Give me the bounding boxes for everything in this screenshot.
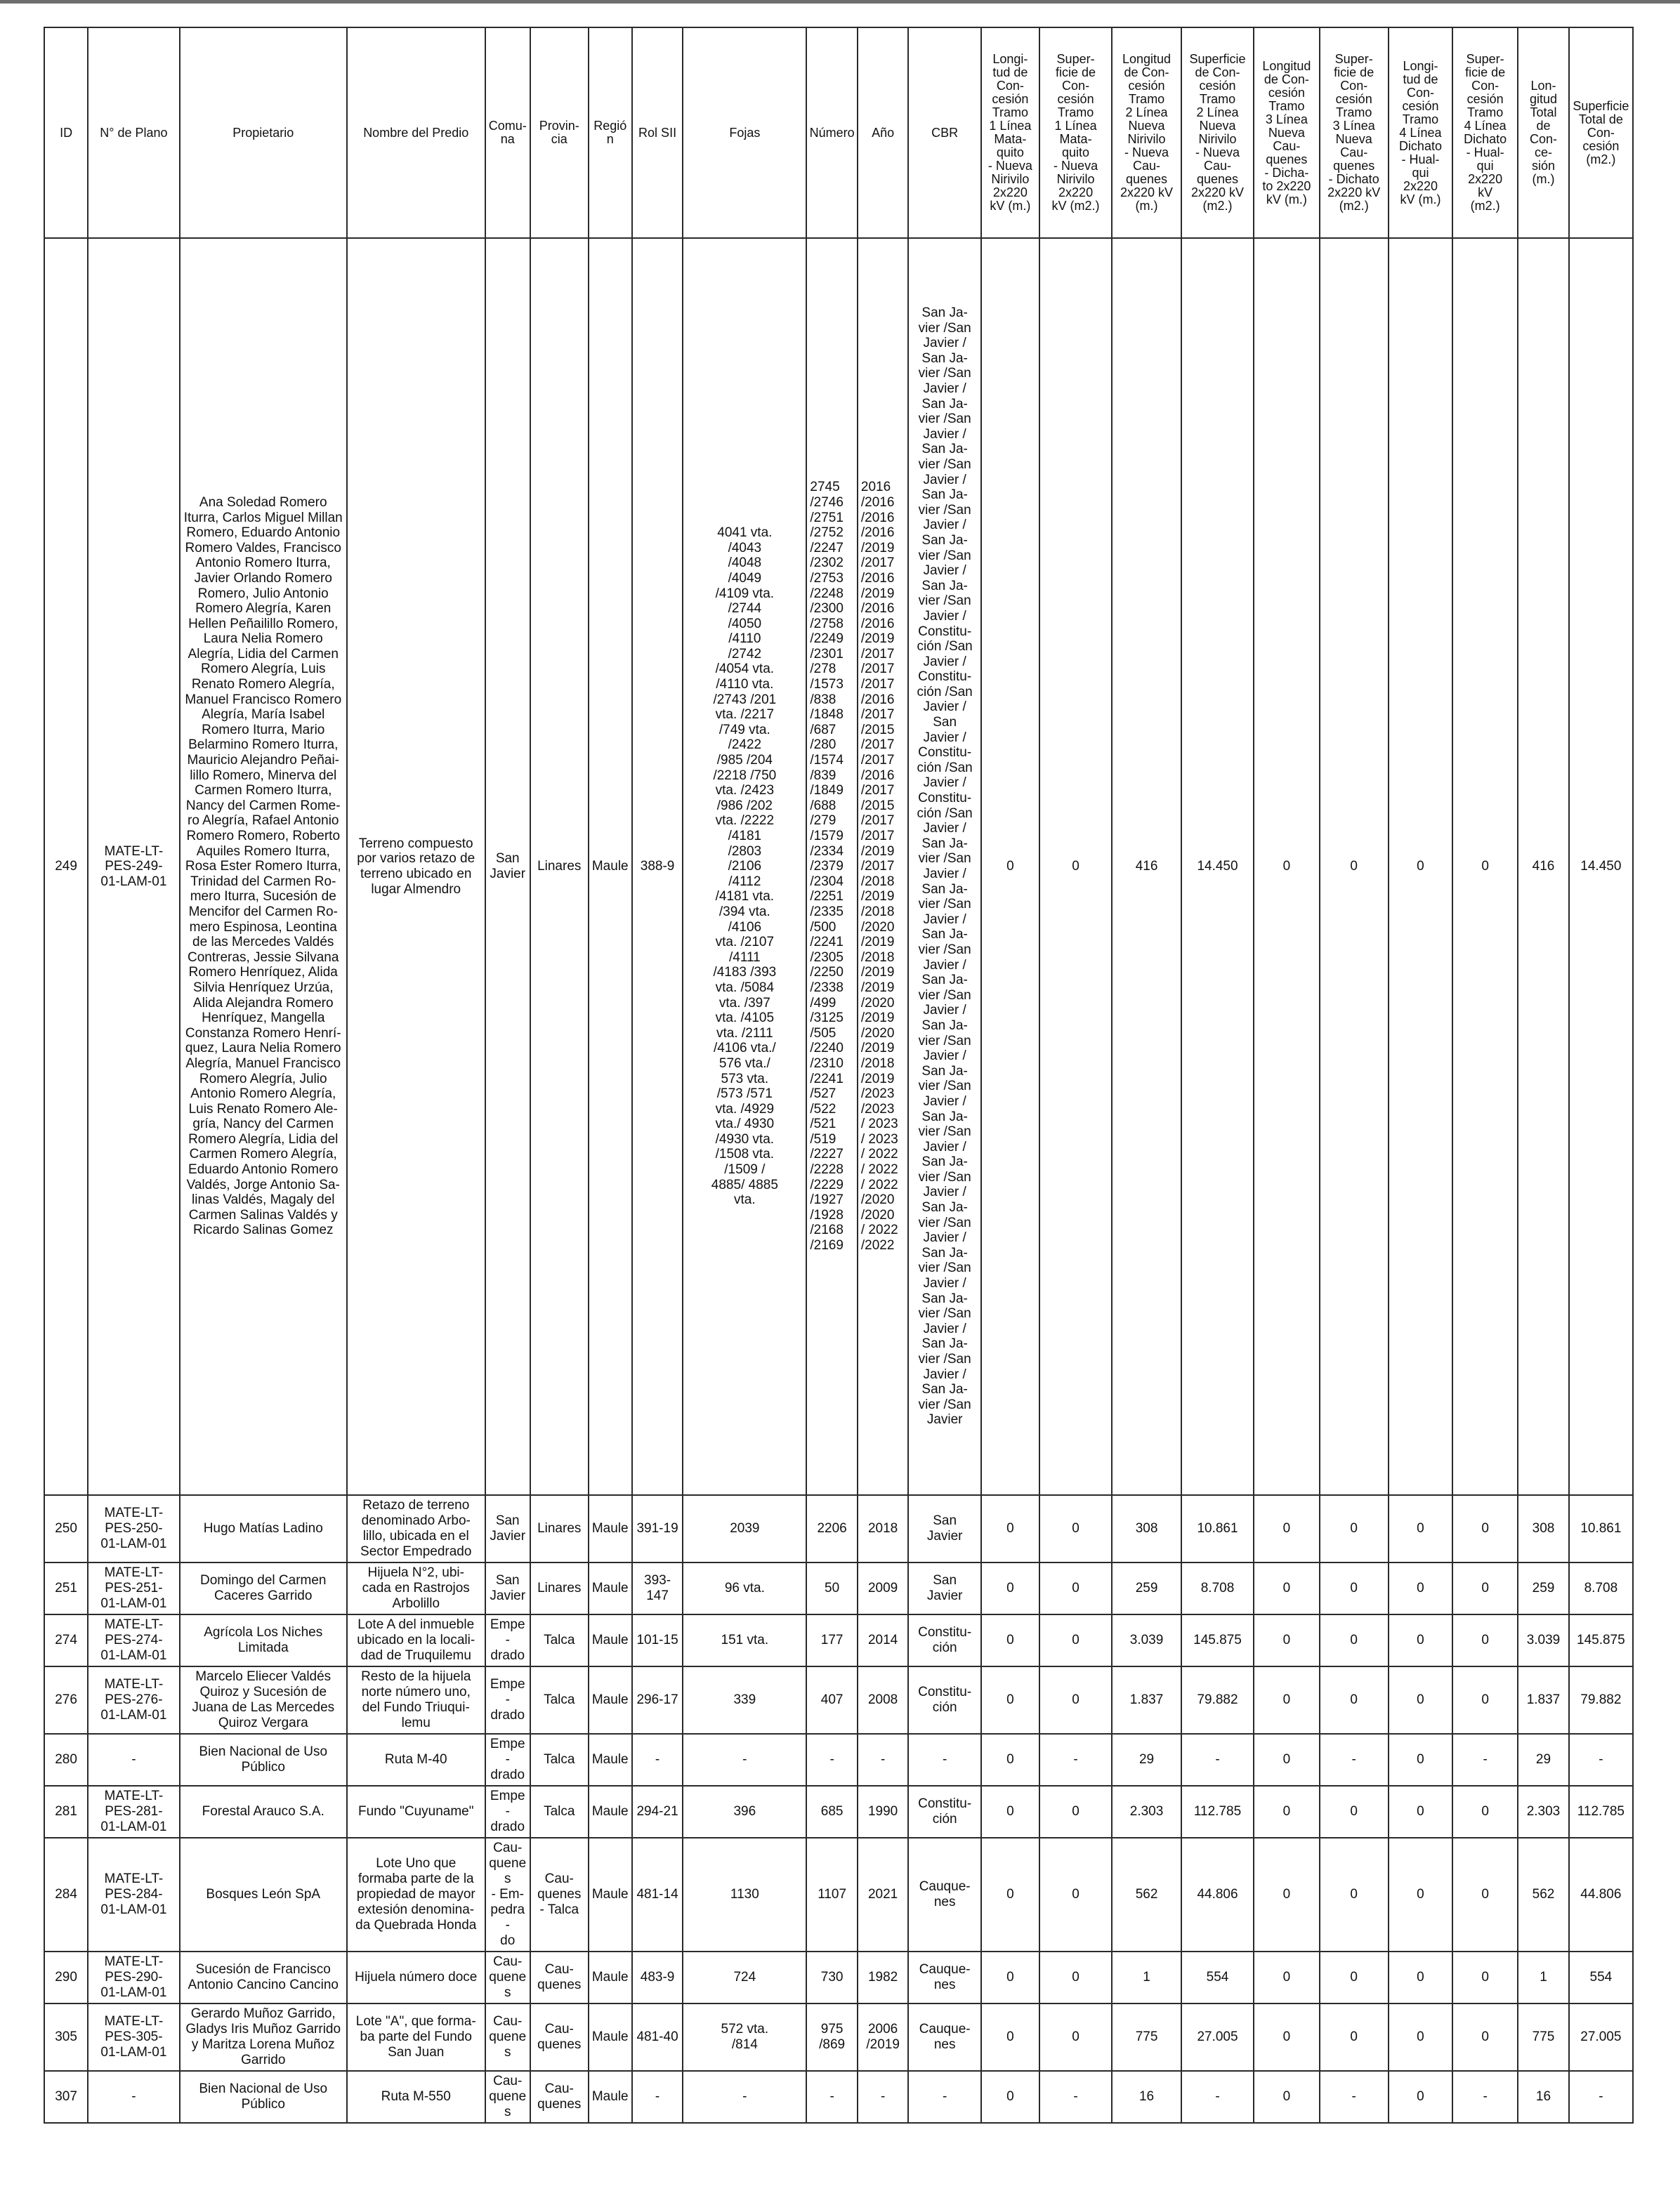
cell-rol: 481-14 xyxy=(632,1838,683,1952)
top-rule xyxy=(0,0,1680,4)
cell-anio: 2018 xyxy=(858,1495,909,1562)
cell-tramo2-superficie: 27.005 xyxy=(1181,2004,1254,2071)
cell-anio: 2008 xyxy=(858,1666,909,1734)
cell-provincia: Talca xyxy=(530,1734,589,1786)
cell-tramo4-superficie: - xyxy=(1452,1734,1518,1786)
header-comuna: Comu- na xyxy=(485,27,530,238)
cell-tramo2-longitud: 259 xyxy=(1112,1562,1181,1614)
header-cbr: CBR xyxy=(908,27,981,238)
cell-tramo2-superficie: 79.882 xyxy=(1181,1666,1254,1734)
header-tramo3-superficie: Super- ficie de Con- cesión Tramo 3 Línea Nueva Cau- quenes - Dichato 2x220 kV (m2.) xyxy=(1320,27,1389,238)
cell-tramo4-superficie: 0 xyxy=(1452,1614,1518,1666)
cell-tramo3-longitud: 0 xyxy=(1254,1838,1319,1952)
cell-cbr: Constitu- ción xyxy=(908,1786,981,1838)
cell-id: 305 xyxy=(44,2004,88,2071)
cell-id: 249 xyxy=(44,238,88,1495)
cell-tramo1-longitud: 0 xyxy=(981,1838,1039,1952)
cell-provincia: Cau- quenes xyxy=(530,1952,589,2004)
cell-propietario: Forestal Arauco S.A. xyxy=(180,1786,347,1838)
cell-tramo4-longitud: 0 xyxy=(1389,1952,1452,2004)
cell-numero: 407 xyxy=(806,1666,858,1734)
cell-fojas: 572 vta. /814 xyxy=(683,2004,806,2071)
cell-tramo1-longitud: 0 xyxy=(981,238,1039,1495)
cell-tramo3-longitud: 0 xyxy=(1254,238,1319,1495)
cell-comuna: Cau- quenes xyxy=(485,2004,530,2071)
cell-tramo3-superficie: 0 xyxy=(1320,1952,1389,2004)
cell-longitud-total: 2.303 xyxy=(1518,1786,1569,1838)
header-longitud-total: Lon- gitud Total de Con- ce- sión (m.) xyxy=(1518,27,1569,238)
header-tramo4-superficie: Super- ficie de Con- cesión Tramo 4 Línea Dichato - Hual- qui 2x220 kV (m2.) xyxy=(1452,27,1518,238)
cell-cbr: Constitu- ción xyxy=(908,1666,981,1734)
cell-tramo4-longitud: 0 xyxy=(1389,1495,1452,1562)
cell-numero: 685 xyxy=(806,1786,858,1838)
cell-plano: MATE-LT- PES-251- 01-LAM-01 xyxy=(88,1562,180,1614)
cell-tramo1-superficie: 0 xyxy=(1039,2004,1113,2071)
cell-tramo4-superficie: 0 xyxy=(1452,1666,1518,1734)
cell-propietario: Bien Nacional de Uso Público xyxy=(180,2071,347,2123)
cell-region: Maule xyxy=(589,1734,632,1786)
cell-provincia: Cau- quenes xyxy=(530,2071,589,2123)
cell-superficie-total: 27.005 xyxy=(1569,2004,1633,2071)
cell-tramo4-longitud: 0 xyxy=(1389,1786,1452,1838)
cell-comuna: Cau- quenes - Em- pedra- do xyxy=(485,1838,530,1952)
cell-superficie-total: 112.785 xyxy=(1569,1786,1633,1838)
cell-tramo2-superficie: 44.806 xyxy=(1181,1838,1254,1952)
cell-tramo1-longitud: 0 xyxy=(981,1734,1039,1786)
cell-id: 280 xyxy=(44,1734,88,1786)
cell-comuna: Cau- quenes xyxy=(485,1952,530,2004)
cell-rol: 294-21 xyxy=(632,1786,683,1838)
cell-plano: MATE-LT- PES-274- 01-LAM-01 xyxy=(88,1614,180,1666)
cell-tramo2-longitud: 1 xyxy=(1112,1952,1181,2004)
cell-rol: 101-15 xyxy=(632,1614,683,1666)
cell-comuna: Empe- drado xyxy=(485,1734,530,1786)
cell-fojas: 151 vta. xyxy=(683,1614,806,1666)
cell-rol: 388-9 xyxy=(632,238,683,1495)
cell-numero: 1107 xyxy=(806,1838,858,1952)
table-row xyxy=(44,1952,1633,2004)
cell-provincia: Linares xyxy=(530,1562,589,1614)
cell-tramo1-longitud: 0 xyxy=(981,1614,1039,1666)
cell-propietario: Bien Nacional de Uso Público xyxy=(180,1734,347,1786)
table-row xyxy=(44,1562,1633,1614)
cell-tramo1-superficie: 0 xyxy=(1039,1786,1113,1838)
cell-tramo4-longitud: 0 xyxy=(1389,1562,1452,1614)
cell-longitud-total: 308 xyxy=(1518,1495,1569,1562)
cell-tramo1-superficie: 0 xyxy=(1039,1495,1113,1562)
cell-tramo1-superficie: - xyxy=(1039,2071,1113,2123)
cell-tramo3-superficie: 0 xyxy=(1320,1838,1389,1952)
header-plano: N° de Plano xyxy=(88,27,180,238)
table-row xyxy=(44,1838,1633,1952)
cell-superficie-total: 14.450 xyxy=(1569,238,1633,1495)
cell-cbr: San Ja- vier /San Javier / San Ja- vier /San Javier / San Ja- vier /San Javier / San Ja- vier /San Javier / San Ja- vier /San Javier / San Ja- vier /San Javier / San Ja- vier /San Javier / Constitu- ción /San Javier / Constitu- ción /San Javier / San Javier / Constitu- ción /San Javier / Constitu- ción /San Javier / San Ja- vier /San Javier / San Ja- vier /San Javier / San Ja- vier /San Javier / San Ja- vier /San Javier / San Ja- vier /San Javier / San Ja- vier /San Javier / San Ja- vier /San Javier / San Ja- vier /San Javier / San Ja- vier /San Javier / San Ja- vier /San Javier / San Ja- vier /San Javier / San Ja- vier /San Javier / San Ja- vier /San Javier xyxy=(908,238,981,1495)
cell-region: Maule xyxy=(589,2004,632,2071)
cell-plano: MATE-LT- PES-276- 01-LAM-01 xyxy=(88,1666,180,1734)
cell-tramo4-longitud: 0 xyxy=(1389,1666,1452,1734)
cell-tramo4-superficie: - xyxy=(1452,2071,1518,2123)
cell-superficie-total: 145.875 xyxy=(1569,1614,1633,1666)
cell-tramo4-superficie: 0 xyxy=(1452,1786,1518,1838)
cell-superficie-total: 554 xyxy=(1569,1952,1633,2004)
cell-longitud-total: 16 xyxy=(1518,2071,1569,2123)
cell-tramo1-longitud: 0 xyxy=(981,1666,1039,1734)
cell-fojas: 724 xyxy=(683,1952,806,2004)
cell-longitud-total: 259 xyxy=(1518,1562,1569,1614)
cell-tramo1-longitud: 0 xyxy=(981,2071,1039,2123)
cell-propietario: Agrícola Los Niches Limitada xyxy=(180,1614,347,1666)
cell-region: Maule xyxy=(589,1614,632,1666)
cell-rol: 481-40 xyxy=(632,2004,683,2071)
cell-anio: 1982 xyxy=(858,1952,909,2004)
cell-fojas: 339 xyxy=(683,1666,806,1734)
cell-tramo1-superficie: 0 xyxy=(1039,1614,1113,1666)
cell-numero: 730 xyxy=(806,1952,858,2004)
table-row xyxy=(44,1614,1633,1666)
cell-longitud-total: 775 xyxy=(1518,2004,1569,2071)
cell-numero: - xyxy=(806,1734,858,1786)
cell-tramo1-superficie: 0 xyxy=(1039,1838,1113,1952)
header-propietario: Propietario xyxy=(180,27,347,238)
cell-anio: 2014 xyxy=(858,1614,909,1666)
cell-predio: Hijuela número doce xyxy=(347,1952,485,2004)
cell-longitud-total: 416 xyxy=(1518,238,1569,1495)
cell-comuna: Cau- quenes xyxy=(485,2071,530,2123)
cell-tramo1-superficie: - xyxy=(1039,1734,1113,1786)
cell-superficie-total: 8.708 xyxy=(1569,1562,1633,1614)
cell-propietario: Gerardo Muñoz Garrido, Gladys Iris Muñoz Garrido y Maritza Lorena Muñoz Garrido xyxy=(180,2004,347,2071)
cell-tramo3-longitud: 0 xyxy=(1254,1786,1319,1838)
cell-tramo1-longitud: 0 xyxy=(981,1562,1039,1614)
cell-region: Maule xyxy=(589,238,632,1495)
cell-provincia: Linares xyxy=(530,1495,589,1562)
cell-id: 281 xyxy=(44,1786,88,1838)
header-tramo1-superficie: Super- ficie de Con- cesión Tramo 1 Línea Mata- quito - Nueva Nirivilo 2x220 kV (m2.) xyxy=(1039,27,1113,238)
cell-predio: Ruta M-550 xyxy=(347,2071,485,2123)
cell-tramo3-superficie: 0 xyxy=(1320,1786,1389,1838)
concession-table xyxy=(44,27,1634,2124)
cell-anio: 2021 xyxy=(858,1838,909,1952)
cell-provincia: Cau- quenes - Talca xyxy=(530,1838,589,1952)
cell-predio: Resto de la hijuela norte número uno, del Fundo Triuqui- lemu xyxy=(347,1666,485,1734)
cell-tramo2-longitud: 16 xyxy=(1112,2071,1181,2123)
cell-id: 290 xyxy=(44,1952,88,2004)
header-tramo1-longitud: Longi- tud de Con- cesión Tramo 1 Línea Mata- quito - Nueva Nirivilo 2x220 kV (m.) xyxy=(981,27,1039,238)
cell-tramo2-superficie: - xyxy=(1181,1734,1254,1786)
cell-comuna: Empe- drado xyxy=(485,1786,530,1838)
cell-propietario: Ana Soledad Romero Iturra, Carlos Miguel Millan Romero, Eduardo Antonio Romero Valdes, Francisco Antonio Romero Iturra, Javier Orlando Romero Romero, Julio Antonio Romero Alegría, Karen Hellen Peñailillo Romero, Laura Nelia Romero Alegría, Lidia del Carmen Romero Alegría, Luis Renato Romero Alegría, Manuel Francisco Romero Alegría, María Isabel Romero Iturra, Mario Belarmino Romero Iturra, Mauricio Alejandro Peñai- lillo Romero, Minerva del Carmen Romero Iturra, Nancy del Carmen Rome- ro Alegría, Rafael Antonio Romero Romero, Roberto Aquiles Romero Iturra, Rosa Ester Romero Iturra, Trinidad del Carmen Ro- mero Iturra, Sucesión de Mencifor del Carmen Ro- mero Espinosa, Leontina de las Mercedes Valdés Contreras, Jessie Silvana Romero Henríquez, Alida Silvia Henríquez Urzúa, Alida Alejandra Romero Henríquez, Mangella Constanza Romero Henrí- quez, Laura Nelia Romero Alegría, Manuel Francisco Romero Alegría, Julio Antonio Romero Alegría, Luis Renato Romero Ale- gría, Nancy del Carmen Romero Alegría, Lidia del Carmen Romero Alegría, Eduardo Antonio Romero Valdés, Jorge Antonio Sa- linas Valdés, Magaly del Carmen Salinas Valdés y Ricardo Salinas Gomez xyxy=(180,238,347,1495)
cell-tramo4-superficie: 0 xyxy=(1452,1952,1518,2004)
cell-fojas: 4041 vta. /4043 /4048 /4049 /4109 vta. /2744 /4050 /4110 /2742 /4054 vta. /4110 vta. /2743 /201 vta. /2217 /749 vta. /2422 /985 /204 /2218 /750 vta. /2423 /986 /202 vta. /2222 /4181 /2803 /2106 /4112 /4181 vta. /394 vta. /4106 vta. /2107 /4111 /4183 /393 vta. /5084 vta. /397 vta. /4105 vta. /2111 /4106 vta./ 576 vta./ 573 vta. /573 /571 vta. /4929 vta./ 4930 /4930 vta. /1508 vta. /1509 / 4885/ 4885 vta. xyxy=(683,238,806,1495)
header-tramo2-superficie: Superficie de Con- cesión Tramo 2 Línea Nueva Nirivilo - Nueva Cau- quenes 2x220 kV (m2.) xyxy=(1181,27,1254,238)
cell-predio: Lote A del inmueble ubicado en la locali- dad de Truquilemu xyxy=(347,1614,485,1666)
header-anio: Año xyxy=(858,27,909,238)
cell-region: Maule xyxy=(589,1952,632,2004)
cell-tramo2-longitud: 416 xyxy=(1112,238,1181,1495)
cell-cbr: Cauque- nes xyxy=(908,2004,981,2071)
cell-plano: MATE-LT- PES-281- 01-LAM-01 xyxy=(88,1786,180,1838)
cell-region: Maule xyxy=(589,1666,632,1734)
cell-plano: MATE-LT- PES-305- 01-LAM-01 xyxy=(88,2004,180,2071)
cell-propietario: Marcelo Eliecer Valdés Quiroz y Sucesión de Juana de Las Mercedes Quiroz Vergara xyxy=(180,1666,347,1734)
cell-numero: 2206 xyxy=(806,1495,858,1562)
cell-cbr: San Javier xyxy=(908,1495,981,1562)
cell-cbr: Constitu- ción xyxy=(908,1614,981,1666)
header-id: ID xyxy=(44,27,88,238)
cell-tramo2-superficie: 14.450 xyxy=(1181,238,1254,1495)
cell-fojas: 96 vta. xyxy=(683,1562,806,1614)
cell-tramo2-superficie: 8.708 xyxy=(1181,1562,1254,1614)
cell-id: 250 xyxy=(44,1495,88,1562)
cell-propietario: Domingo del Carmen Caceres Garrido xyxy=(180,1562,347,1614)
cell-tramo2-longitud: 1.837 xyxy=(1112,1666,1181,1734)
cell-tramo2-superficie: - xyxy=(1181,2071,1254,2123)
cell-predio: Ruta M-40 xyxy=(347,1734,485,1786)
cell-tramo3-longitud: 0 xyxy=(1254,2004,1319,2071)
cell-numero: 50 xyxy=(806,1562,858,1614)
cell-tramo3-longitud: 0 xyxy=(1254,1495,1319,1562)
cell-tramo3-superficie: - xyxy=(1320,1734,1389,1786)
cell-tramo4-superficie: 0 xyxy=(1452,238,1518,1495)
header-tramo2-longitud: Longitud de Con- cesión Tramo 2 Línea Nueva Nirivilo - Nueva Cau- quenes 2x220 kV (m.) xyxy=(1112,27,1181,238)
cell-cbr: Cauque- nes xyxy=(908,1838,981,1952)
cell-tramo1-longitud: 0 xyxy=(981,1786,1039,1838)
cell-tramo4-longitud: 0 xyxy=(1389,1734,1452,1786)
cell-propietario: Bosques León SpA xyxy=(180,1838,347,1952)
cell-longitud-total: 562 xyxy=(1518,1838,1569,1952)
cell-anio: 2009 xyxy=(858,1562,909,1614)
cell-comuna: San Javier xyxy=(485,1495,530,1562)
header-rol: Rol SII xyxy=(632,27,683,238)
cell-fojas: - xyxy=(683,2071,806,2123)
cell-plano: - xyxy=(88,1734,180,1786)
cell-region: Maule xyxy=(589,1786,632,1838)
cell-propietario: Sucesión de Francisco Antonio Cancino Cancino xyxy=(180,1952,347,2004)
cell-tramo2-superficie: 112.785 xyxy=(1181,1786,1254,1838)
cell-numero: 177 xyxy=(806,1614,858,1666)
cell-comuna: Empe- drado xyxy=(485,1666,530,1734)
cell-plano: - xyxy=(88,2071,180,2123)
header-superficie-total: Superficie Total de Con- cesión (m2.) xyxy=(1569,27,1633,238)
header-tramo3-longitud: Longitud de Con- cesión Tramo 3 Línea Nueva Cau- quenes - Dicha- to 2x220 kV (m.) xyxy=(1254,27,1319,238)
cell-numero: 2745 /2746 /2751 /2752 /2247 /2302 /2753 /2248 /2300 /2758 /2249 /2301 /278 /1573 /838 /1848 /687 /280 /1574 /839 /1849 /688 /279 /1579 /2334 /2379 /2304 /2251 /2335 /500 /2241 /2305 /2250 /2338 /499 /3125 /505 /2240 /2310 /2241 /527 /522 /521 /519 /2227 /2228 /2229 /1927 /1928 /2168 /2169 xyxy=(806,238,858,1495)
cell-tramo1-superficie: 0 xyxy=(1039,238,1113,1495)
header-tramo4-longitud: Longi- tud de Con- cesión Tramo 4 Línea Dichato - Hual- qui 2x220 kV (m.) xyxy=(1389,27,1452,238)
cell-plano: MATE-LT- PES-250- 01-LAM-01 xyxy=(88,1495,180,1562)
cell-tramo2-longitud: 3.039 xyxy=(1112,1614,1181,1666)
cell-tramo1-longitud: 0 xyxy=(981,2004,1039,2071)
cell-tramo4-longitud: 0 xyxy=(1389,1614,1452,1666)
cell-tramo1-superficie: 0 xyxy=(1039,1666,1113,1734)
header-predio: Nombre del Predio xyxy=(347,27,485,238)
table-row xyxy=(44,2004,1633,2071)
header-row xyxy=(44,27,1633,238)
cell-provincia: Linares xyxy=(530,238,589,1495)
cell-anio: 2016 /2016 /2016 /2016 /2019 /2017 /2016 /2019 /2016 /2016 /2019 /2017 /2017 /2017 /2016 /2017 /2015 /2017 /2017 /2016 /2017 /2015 /2017 /2017 /2019 /2017 /2018 /2019 /2018 /2020 /2019 /2018 /2019 /2019 /2020 /2019 /2020 /2019 /2018 /2019 /2023 /2023 / 2023 / 2023 / 2022 / 2022 / 2022 /2020 /2020 / 2022 /2022 xyxy=(858,238,909,1495)
cell-cbr: - xyxy=(908,2071,981,2123)
cell-plano: MATE-LT- PES-290- 01-LAM-01 xyxy=(88,1952,180,2004)
cell-tramo3-longitud: 0 xyxy=(1254,2071,1319,2123)
table-row xyxy=(44,1666,1633,1734)
cell-tramo2-longitud: 775 xyxy=(1112,2004,1181,2071)
cell-superficie-total: 79.882 xyxy=(1569,1666,1633,1734)
cell-tramo3-superficie: 0 xyxy=(1320,1666,1389,1734)
cell-region: Maule xyxy=(589,1838,632,1952)
cell-rol: 391-19 xyxy=(632,1495,683,1562)
cell-tramo2-longitud: 29 xyxy=(1112,1734,1181,1786)
cell-tramo2-longitud: 308 xyxy=(1112,1495,1181,1562)
cell-tramo3-superficie: 0 xyxy=(1320,1562,1389,1614)
cell-tramo2-superficie: 554 xyxy=(1181,1952,1254,2004)
cell-tramo1-superficie: 0 xyxy=(1039,1952,1113,2004)
cell-tramo4-superficie: 0 xyxy=(1452,1838,1518,1952)
cell-tramo3-superficie: 0 xyxy=(1320,1614,1389,1666)
cell-tramo1-longitud: 0 xyxy=(981,1952,1039,2004)
cell-longitud-total: 29 xyxy=(1518,1734,1569,1786)
table-row xyxy=(44,1734,1633,1786)
cell-fojas: - xyxy=(683,1734,806,1786)
cell-anio: 2006 /2019 xyxy=(858,2004,909,2071)
cell-tramo4-longitud: 0 xyxy=(1389,238,1452,1495)
cell-tramo3-longitud: 0 xyxy=(1254,1614,1319,1666)
header-numero: Número xyxy=(806,27,858,238)
cell-anio: 1990 xyxy=(858,1786,909,1838)
header-region: Región xyxy=(589,27,632,238)
header-fojas: Fojas xyxy=(683,27,806,238)
cell-anio: - xyxy=(858,2071,909,2123)
cell-provincia: Talca xyxy=(530,1666,589,1734)
cell-tramo3-superficie: 0 xyxy=(1320,1495,1389,1562)
cell-fojas: 2039 xyxy=(683,1495,806,1562)
cell-tramo3-longitud: 0 xyxy=(1254,1666,1319,1734)
cell-id: 276 xyxy=(44,1666,88,1734)
cell-plano: MATE-LT- PES-249- 01-LAM-01 xyxy=(88,238,180,1495)
cell-longitud-total: 1.837 xyxy=(1518,1666,1569,1734)
cell-region: Maule xyxy=(589,2071,632,2123)
cell-tramo2-longitud: 2.303 xyxy=(1112,1786,1181,1838)
cell-id: 274 xyxy=(44,1614,88,1666)
cell-region: Maule xyxy=(589,1562,632,1614)
cell-anio: - xyxy=(858,1734,909,1786)
cell-fojas: 1130 xyxy=(683,1838,806,1952)
cell-tramo3-longitud: 0 xyxy=(1254,1734,1319,1786)
cell-tramo2-superficie: 145.875 xyxy=(1181,1614,1254,1666)
cell-tramo2-superficie: 10.861 xyxy=(1181,1495,1254,1562)
cell-predio: Fundo "Cuyuname" xyxy=(347,1786,485,1838)
cell-tramo1-superficie: 0 xyxy=(1039,1562,1113,1614)
cell-tramo4-superficie: 0 xyxy=(1452,2004,1518,2071)
cell-rol: 393-147 xyxy=(632,1562,683,1614)
cell-propietario: Hugo Matías Ladino xyxy=(180,1495,347,1562)
cell-rol: - xyxy=(632,1734,683,1786)
table-row xyxy=(44,1786,1633,1838)
cell-tramo4-longitud: 0 xyxy=(1389,2004,1452,2071)
cell-plano: MATE-LT- PES-284- 01-LAM-01 xyxy=(88,1838,180,1952)
cell-tramo2-longitud: 562 xyxy=(1112,1838,1181,1952)
cell-superficie-total: 44.806 xyxy=(1569,1838,1633,1952)
cell-tramo4-superficie: 0 xyxy=(1452,1495,1518,1562)
cell-rol: 296-17 xyxy=(632,1666,683,1734)
cell-tramo3-superficie: 0 xyxy=(1320,2004,1389,2071)
cell-provincia: Talca xyxy=(530,1614,589,1666)
cell-id: 284 xyxy=(44,1838,88,1952)
cell-longitud-total: 3.039 xyxy=(1518,1614,1569,1666)
cell-tramo3-superficie: 0 xyxy=(1320,238,1389,1495)
cell-longitud-total: 1 xyxy=(1518,1952,1569,2004)
cell-fojas: 396 xyxy=(683,1786,806,1838)
cell-predio: Terreno compuesto por varios retazo de terreno ubicado en lugar Almendro xyxy=(347,238,485,1495)
cell-tramo3-superficie: - xyxy=(1320,2071,1389,2123)
cell-rol: - xyxy=(632,2071,683,2123)
cell-region: Maule xyxy=(589,1495,632,1562)
cell-numero: 975 /869 xyxy=(806,2004,858,2071)
cell-tramo4-longitud: 0 xyxy=(1389,1838,1452,1952)
cell-rol: 483-9 xyxy=(632,1952,683,2004)
cell-comuna: San Javier xyxy=(485,238,530,1495)
cell-predio: Retazo de terreno denominado Arbo- lillo, ubicada en el Sector Empedrado xyxy=(347,1495,485,1562)
cell-tramo3-longitud: 0 xyxy=(1254,1952,1319,2004)
cell-id: 307 xyxy=(44,2071,88,2123)
cell-tramo1-longitud: 0 xyxy=(981,1495,1039,1562)
cell-tramo3-longitud: 0 xyxy=(1254,1562,1319,1614)
cell-predio: Lote Uno que formaba parte de la propiedad de mayor extesión denomina- da Quebrada Honda xyxy=(347,1838,485,1952)
cell-predio: Lote "A", que forma- ba parte del Fundo San Juan xyxy=(347,2004,485,2071)
cell-cbr: - xyxy=(908,1734,981,1786)
cell-predio: Hijuela N°2, ubi- cada en Rastrojos Arbolillo xyxy=(347,1562,485,1614)
table-row xyxy=(44,1495,1633,1562)
cell-superficie-total: - xyxy=(1569,1734,1633,1786)
cell-comuna: San Javier xyxy=(485,1562,530,1614)
cell-cbr: San Javier xyxy=(908,1562,981,1614)
cell-comuna: Empe- drado xyxy=(485,1614,530,1666)
cell-tramo4-superficie: 0 xyxy=(1452,1562,1518,1614)
cell-tramo4-longitud: 0 xyxy=(1389,2071,1452,2123)
table-body xyxy=(44,238,1633,2123)
table-row xyxy=(44,2071,1633,2123)
cell-provincia: Cau- quenes xyxy=(530,2004,589,2071)
cell-numero: - xyxy=(806,2071,858,2123)
cell-superficie-total: 10.861 xyxy=(1569,1495,1633,1562)
cell-id: 251 xyxy=(44,1562,88,1614)
cell-superficie-total: - xyxy=(1569,2071,1633,2123)
cell-provincia: Talca xyxy=(530,1786,589,1838)
table-row xyxy=(44,238,1633,1495)
cell-cbr: Cauque- nes xyxy=(908,1952,981,2004)
header-provincia: Provin- cia xyxy=(530,27,589,238)
